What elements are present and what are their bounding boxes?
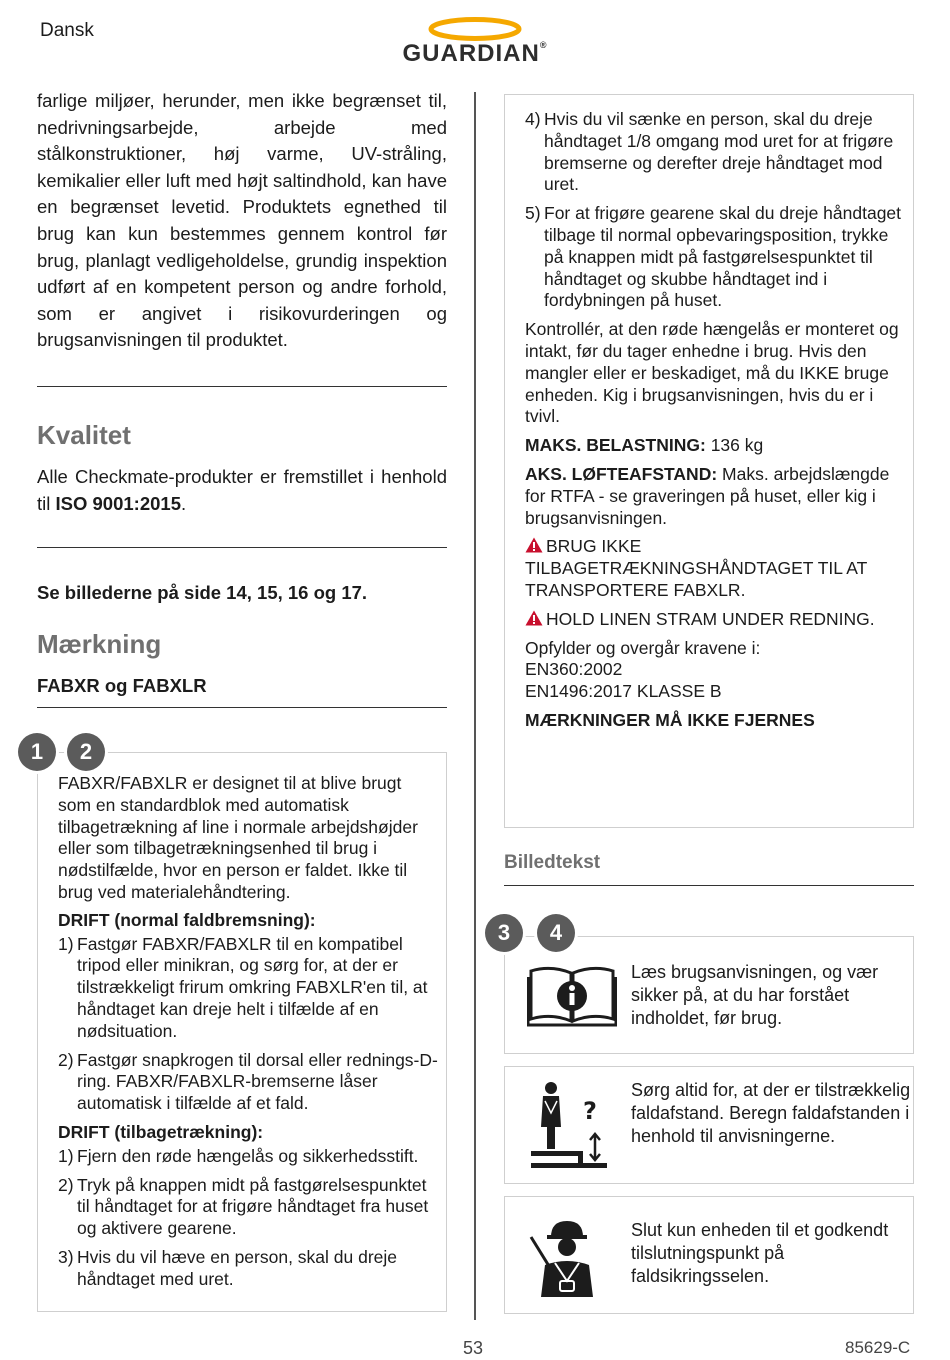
max-load-value: 136 kg bbox=[705, 435, 764, 456]
caption-text: Slut kun enheden til et godkendt tilslutningspunkt på faldsikringsselen. bbox=[631, 1220, 889, 1287]
caption-text: Læs brugsanvisningen, og vær sikker på, at du har forstået indholdet, før brug. bbox=[631, 962, 879, 1029]
list-text: Fjern den røde hængelås og sikkerhedsstift. bbox=[77, 1145, 419, 1166]
guardian-logo bbox=[384, 14, 566, 66]
marking-subheading: FABXR og FABXLR bbox=[37, 675, 207, 696]
list-number: 2) bbox=[58, 1049, 74, 1070]
fall-clearance-icon bbox=[527, 1079, 617, 1175]
list-number: 5) bbox=[525, 203, 541, 224]
logo-text: GUARDIAN bbox=[402, 40, 540, 67]
language-label: Dansk bbox=[40, 20, 94, 41]
see-images-note: Se billederne på side 14, 15, 16 og 17. bbox=[37, 582, 368, 603]
marking-heading: Mærkning bbox=[37, 629, 162, 659]
warning-taut bbox=[525, 609, 901, 631]
list-text: Fastgør snapkrogen til dorsal eller rednings-D-ring. FABXR/FABXLR-bremserne låser automatisk i tilfælde af et fald. bbox=[77, 1049, 438, 1114]
no-remove-notice: MÆRKNINGER MÅ IKKE FJERNES bbox=[525, 709, 815, 730]
lift-distance-text: Maks. arbejdslængde for RTFA - se graveringen på huset, eller kig i brugsanvisningen. bbox=[525, 463, 890, 528]
list-item bbox=[58, 934, 438, 1043]
operation-normal-title: DRIFT (normal faldbremsning): bbox=[58, 909, 316, 930]
list-text: Hvis du vil hæve en person, skal du dreje håndtaget med uret. bbox=[77, 1246, 398, 1289]
warning-taut-text: HOLD LINEN STRAM UNDER REDNING. bbox=[546, 608, 875, 629]
divider bbox=[37, 386, 447, 387]
max-load-label: MAKS. BELASTNING: bbox=[525, 435, 706, 456]
product-description: FABXR/FABXLR er designet til at blive brugt som en standardblok med automatisk tilbagetrækning af line i normale arbejdshøjder eller som tilbagetrækningsenhed til brug i nødstilfælde, hvor en person er faldet. Ikke til brug ved materialehåndtering. bbox=[58, 773, 418, 902]
quality-text: Alle Checkmate-produkter er fremstillet i henhold til bbox=[37, 466, 447, 514]
list-item bbox=[58, 1146, 438, 1168]
list-number: 1) bbox=[58, 933, 74, 954]
list-text: Fastgør FABXR/FABXLR til en kompatibel tripod eller minikran, og sørg for, at der er tilstrækkeligt frirum omkring FABXLR'en til, at håndtaget kan dreje helt i tilfælde af en nødsituation. bbox=[77, 933, 428, 1041]
list-item bbox=[58, 1050, 438, 1115]
manual-info-icon bbox=[527, 965, 617, 1027]
quality-standard: ISO 9001:2015 bbox=[55, 492, 181, 514]
caption-item-clearance bbox=[504, 1066, 914, 1184]
logo-trademark: ® bbox=[539, 40, 548, 50]
divider bbox=[37, 547, 447, 548]
list-text: Hvis du vil sænke en person, skal du dreje håndtaget 1/8 omgang mod uret for at frigøre bremserne og derefter dreje håndtaget mod uret. bbox=[544, 109, 894, 195]
badge-3: 3 bbox=[485, 914, 523, 952]
warning-triangle-icon bbox=[525, 610, 543, 626]
list-text: Tryk på knappen midt på fastgørelsespunktet til håndtaget for at frigøre håndtaget fra huset og aktivere gearene. bbox=[77, 1174, 429, 1239]
warning-transport bbox=[525, 536, 901, 601]
quality-paragraph bbox=[37, 464, 447, 517]
list-number: 2) bbox=[58, 1174, 74, 1195]
caption-item-harness bbox=[504, 1196, 914, 1314]
divider bbox=[37, 707, 447, 708]
warning-triangle-icon bbox=[525, 537, 543, 553]
list-number: 3) bbox=[58, 1246, 74, 1267]
caption-item-manual bbox=[504, 936, 914, 1054]
list-text: For at frigøre gearene skal du dreje håndtaget tilbage til normal opbevaringsposition, trykke på knappen midt på fastgørelsespunktet til håndtaget og skubbe håndtaget ind i fordybningen på huset. bbox=[544, 203, 902, 311]
warning-transport-text: BRUG IKKE TILBAGETRÆKNINGSHÅNDTAGET TIL AT TRANSPORTERE FABXLR. bbox=[525, 536, 867, 600]
column-divider bbox=[474, 92, 476, 1320]
caption-heading: Billedtekst bbox=[504, 852, 601, 873]
list-number: 1) bbox=[58, 1145, 74, 1166]
divider bbox=[504, 885, 914, 886]
operation-content bbox=[58, 773, 438, 1298]
intro-paragraph: farlige miljøer, herunder, men ikke begrænset til, nedrivningsarbejde, arbejde med stålkonstruktioner, høj varme, UV-stråling, kemikalier eller luft med højt saltindhold, kan have en begrænset levetid. Produktets egnethed til brug kan kun bestemmes gennem kontrol før brug, planlagt vedligeholdelse, grundig inspektion udført af en kompetent person og andre forhold, som er angivet i risikovurderingen og brugsanvisningen til produktet. bbox=[37, 90, 447, 351]
list-item bbox=[58, 1175, 438, 1240]
lift-distance bbox=[525, 464, 901, 529]
list-item bbox=[58, 1247, 438, 1291]
operation-continued-box bbox=[504, 94, 914, 828]
list-item bbox=[525, 109, 901, 196]
operation-box bbox=[37, 752, 447, 1312]
operation-retract-title: DRIFT (tilbagetrækning): bbox=[58, 1121, 264, 1142]
standard-en360: EN360:2002 bbox=[525, 659, 623, 680]
page-number: 53 bbox=[463, 1338, 484, 1358]
list-item bbox=[525, 203, 901, 312]
standards-intro: Opfylder og overgår kravene i: bbox=[525, 637, 761, 658]
caption-text: Sørg altid for, at der er tilstrækkelig faldafstand. Beregn faldafstanden i henhold til anvisningerne. bbox=[631, 1080, 911, 1147]
badge-1: 1 bbox=[18, 733, 56, 771]
quality-heading: Kvalitet bbox=[37, 420, 131, 450]
padlock-check-text: Kontrollér, at den røde hængelås er monteret og intakt, før du tager enhedne i brug. Hvis den mangler eller er beskadiget, må du IKKE bruge enheden. Kig i brugsanvisningen, hvis du er i tvivl. bbox=[525, 319, 899, 427]
svg-text:?: ? bbox=[583, 1097, 597, 1125]
lift-distance-label: AKS. LØFTEAFSTAND: bbox=[525, 463, 718, 484]
max-load bbox=[525, 435, 901, 457]
document-code: 85629-C bbox=[845, 1338, 911, 1357]
list-number: 4) bbox=[525, 109, 541, 129]
quality-text-end: . bbox=[180, 492, 187, 514]
badge-2: 2 bbox=[67, 733, 105, 771]
badge-4: 4 bbox=[537, 914, 575, 952]
operation-continued-content bbox=[525, 109, 901, 732]
harness-anchor-icon bbox=[527, 1217, 617, 1303]
standard-en1496: EN1496:2017 KLASSE B bbox=[525, 681, 722, 702]
